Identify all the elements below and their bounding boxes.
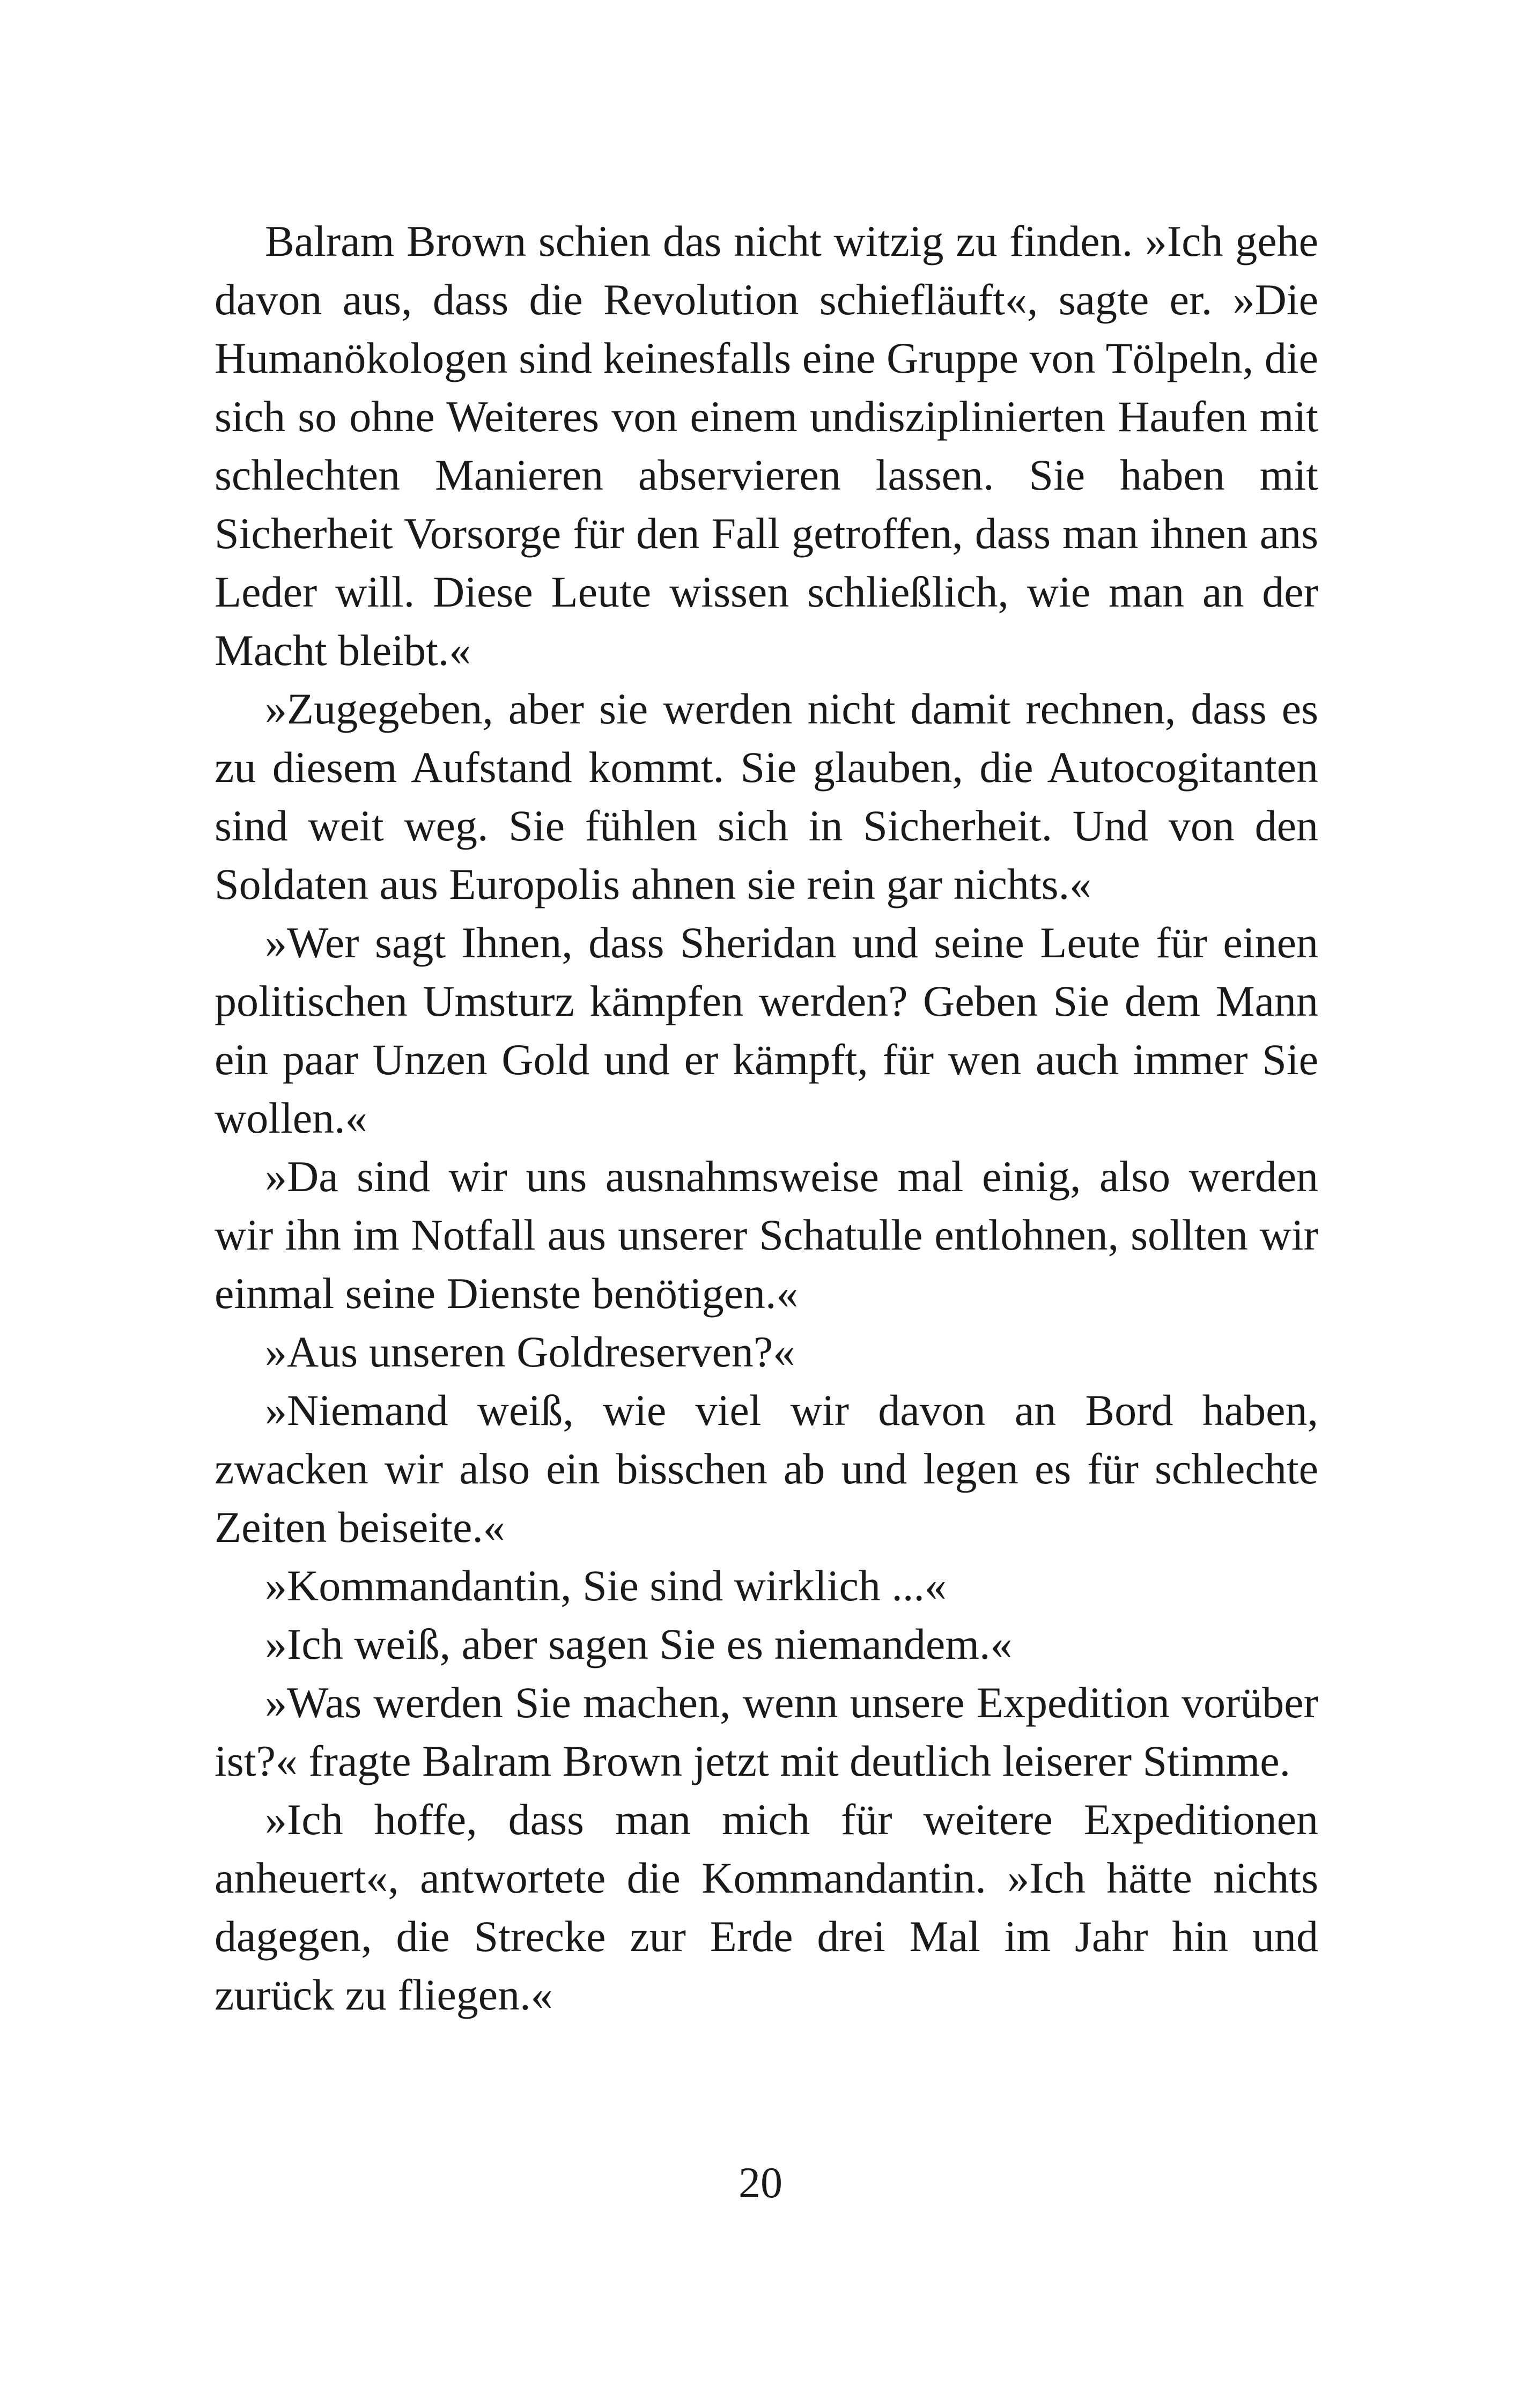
paragraph-8: »Ich weiß, aber sagen Sie es niemandem.«: [265, 1620, 1013, 1668]
paragraph-3: »Wer sagt Ihnen, dass Sheridan und seine Leute für einen politischen Umsturz kämpfen werden? Geben Sie dem Mann ein paar Unzen Gold und er kämpft, für wen auch immer Sie wollen.«: [215, 918, 1318, 1142]
paragraph-4: »Da sind wir uns ausnahmsweise mal einig, also werden wir ihn im Notfall aus unserer Schatulle entlohnen, sollten wir einmal seine Dienste benötigen.«: [215, 1152, 1318, 1318]
page-number: 20: [739, 2158, 782, 2207]
paragraph-6: »Niemand weiß, wie viel wir davon an Bord haben, zwacken wir also ein bisschen ab und legen es für schlechte Zeiten beiseite.«: [215, 1386, 1318, 1552]
paragraph-9: »Was werden Sie machen, wenn unsere Expedition vorüber ist?« fragte Balram Brown jetzt mit deutlich leiserer Stimme.: [215, 1678, 1318, 1785]
paragraph-7: »Kommandantin, Sie sind wirklich ...«: [265, 1561, 947, 1610]
paragraph-2: »Zugegeben, aber sie werden nicht damit rechnen, dass es zu diesem Aufstand kommt. Sie glauben, die Autocogitanten sind weit weg. Sie fühlen sich in Sicherheit. Und von den Soldaten aus Europolis ahnen sie rein gar nichts.«: [215, 684, 1318, 908]
paragraph-1: Balram Brown schien das nicht witzig zu finden. »Ich gehe davon aus, dass die Revolution schiefläuft«, sagte er. »Die Humanökologen sind keinesfalls eine Gruppe von Tölpeln, die sich so ohne Weiteres von einem undisziplinierten Haufen mit schlechten Manieren abservieren lassen. Sie haben mit Sicherheit Vorsorge für den Fall getroffen, dass man ihnen ans Leder will. Diese Leute wissen schließlich, wie man an der Macht bleibt.«: [215, 217, 1318, 675]
paragraph-10: »Ich hoffe, dass man mich für weitere Expeditionen anheuert«, antwortete die Kommandantin. »Ich hätte nichts dagegen, die Strecke zur Erde drei Mal im Jahr hin und zurück zu fliegen.«: [215, 1795, 1318, 2019]
paragraph-5: »Aus unseren Goldreserven?«: [265, 1327, 795, 1376]
body-text: [215, 212, 1318, 2024]
